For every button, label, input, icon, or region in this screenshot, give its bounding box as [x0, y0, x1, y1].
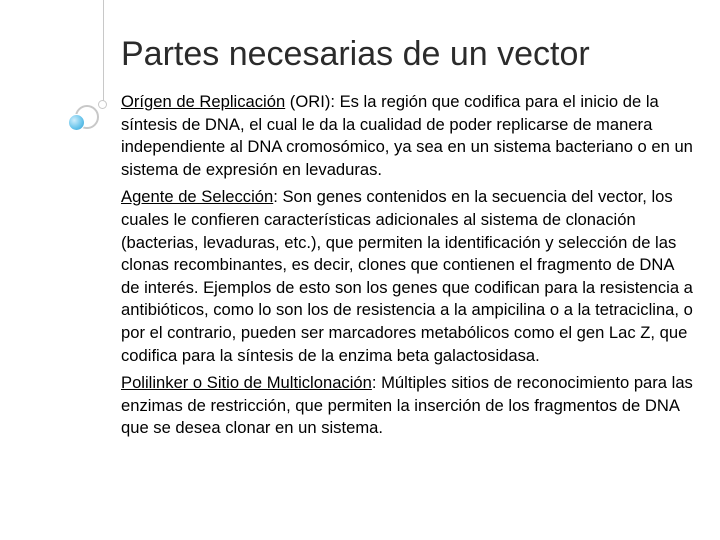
slide-title: Partes necesarias de un vector — [121, 35, 590, 73]
term-origin-of-replication: Orígen de Replicación — [121, 92, 286, 111]
term-selection-agent: Agente de Selección — [121, 187, 274, 207]
description-selection-agent: : Son genes contenidos en la secuencia del vector, los cuales le confieren características adicionales al sistema de clonación (bacterias, levaduras, etc.), que permiten la identificación y selección de las clonas recombinantes, es decir, clones que contienen el fragmento de DNA de interés. Ejemplos de esto son los genes que codifican para la resistencia a antibióticos, como lo son los de resistencia a la ampicilina o a la tetraciclina, o por el contrario, pueden ser marcadores metabólicos como el gen Lac Z, que codifica para la síntesis de la enzima beta galactosidasa. — [121, 187, 693, 365]
paragraph-selection-agent — [121, 186, 693, 367]
description-polylinker: : Múltiples sitios de reconocimiento para las enzimas de restricción, que permiten la inserción de los fragmentos de DNA que se desea clonar en un sistema. — [121, 373, 693, 438]
term-polylinker: Polilinker o Sitio de Multiclonación — [121, 373, 372, 393]
slide-content — [121, 91, 693, 445]
decorative-vertical-line — [103, 0, 104, 108]
paragraph-polylinker — [121, 372, 693, 440]
description-origin-of-replication: (ORI): Es la región que codifica para el inicio de la síntesis de DNA, el cual le da la cualidad de poder replicarse de manera independiente al DNA cromosómico, ya sea en un sistema bacteriano o en un sistema de expresión en levaduras. — [121, 92, 693, 179]
decorative-circle-blue — [68, 114, 85, 131]
decorative-circle-small — [98, 100, 107, 109]
paragraph-origin-of-replication — [121, 91, 693, 181]
